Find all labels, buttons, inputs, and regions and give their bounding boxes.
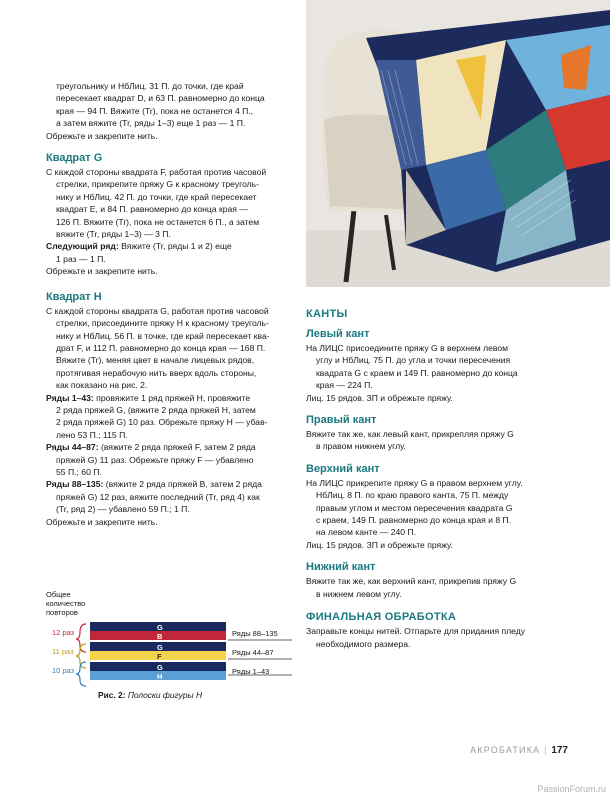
top-edge-line: на левом канте — 240 П. [316, 527, 417, 538]
section-name: АКРОБАТИКА [470, 745, 541, 755]
blanket-photo [306, 0, 610, 287]
top-edge-line: правым углом и местом пересечения квадрата G [316, 502, 513, 513]
r2-line: 55 П.; 60 П. [56, 466, 102, 477]
h-line: как показано на рис. 2. [56, 380, 148, 391]
g-line: С каждой стороны квадрата F, работая против часовой [46, 167, 267, 178]
rows-88-135-label: Ряды 88–135: [46, 479, 104, 490]
intro-line: края — 94 П. Вяжите (Tr), пока не останется 4 П., [56, 105, 254, 116]
top-edge-line: На ЛИЦС прикрепите пряжу G в правом верхнем углу. [306, 477, 523, 488]
left-edge-heading: Левый кант [306, 328, 370, 340]
h-end: Обрежьте и закрепите нить. [46, 516, 158, 527]
r3-line: (Tr, ряд 2) — убавлено 59 П.; 1 П. [56, 504, 190, 515]
stripe-letter: G [157, 623, 163, 632]
left-edge-line: На ЛИЦС присоедините пряжу G в верхнем левом [306, 343, 509, 353]
intro-line: а затем вяжите (Tr, ряды 1–3) еще 1 раз — 1 П. [56, 118, 246, 129]
intro-end: Обрежьте и закрепите нить. [46, 130, 158, 141]
left-edge-end: Лиц. 15 рядов. ЗП и обрежьте пряжу. [306, 392, 453, 403]
g-next-text: Вяжите (Tr, ряды 1 и 2) еще [118, 241, 232, 252]
left-edge-line: квадрата G с краем и 149 П. равномерно до конца [316, 367, 518, 378]
top-edge-heading: Верхний кант [306, 462, 380, 475]
left-edge-line: края — 224 П. [316, 380, 373, 391]
figure-header-line: Общее [46, 590, 71, 599]
stripe-letter: B [157, 632, 163, 641]
top-edge-line: НбЛиц. 8 П. по краю правого канта, 75 П. между [316, 490, 509, 501]
stripe-letter: G [157, 663, 163, 672]
h-line: протягивая нерабочую нить вверх вдоль стороны, [56, 367, 257, 378]
intro-line: треугольнику и НбЛиц. 31 П. до точки, где край [56, 81, 244, 91]
h-line: драт F, и 112 П. равномерно до конца края — 168 П. [56, 342, 266, 353]
page-number: 177 [551, 745, 568, 756]
rows-1-43 [46, 392, 298, 404]
right-column [306, 307, 568, 650]
h-line: С каждой стороны квадрата G, работая против часовой [46, 305, 269, 316]
rows-label: Ряды 88–135 [232, 629, 278, 638]
figure-header-line: количество [46, 599, 86, 608]
square-g-heading: Квадрат G [46, 152, 103, 165]
caption-number: Рис. 2: [98, 690, 126, 700]
stripe-letter: H [157, 672, 163, 681]
bottom-edge-heading: Нижний кант [306, 561, 376, 574]
finishing-line: Заправьте концы нитей. Отпарьте для придания пледу [306, 626, 526, 637]
r1-line: 2 ряда пряжей G, (вяжите 2 ряда пряжей H, затем [56, 404, 256, 415]
bottom-edge-line: Вяжите так же, как верхний кант, прикрепив пряжу G [306, 576, 517, 587]
repeat-label-10: 10 раз [52, 666, 75, 675]
rows-88-135 [46, 478, 298, 490]
intro-line: пересекает квадрат D, и 63 П. равномерно до конца [56, 93, 265, 104]
h-line: Вяжите (Tr), меняя цвет в начале лицевых рядов, [56, 355, 255, 366]
rows-1-43-text: провяжите 1 ряд пряжей H, провяжите [93, 392, 251, 403]
left-edge-line: углу и НбЛиц. 75 П. до угла и точки пересечения [316, 355, 511, 366]
finishing-line: необходимого размера. [316, 638, 411, 649]
top-edge-line: с краем, 149 П. равномерно до конца края и 8 П. [316, 515, 512, 526]
g-line: вяжите (Tr, ряды 1–3) — 3 П. [56, 229, 171, 240]
g-next-row [46, 240, 298, 252]
h-line: нику и НбЛиц. 56 П. в точке, где край пересекает ква- [56, 330, 270, 341]
r1-line: 2 ряда пряжей G) 10 раз. Обрежьте пряжу H — убав- [56, 417, 268, 428]
left-column [46, 80, 298, 528]
stripe-letter: F [157, 652, 162, 661]
repeat-label-11: 11 раз [52, 647, 74, 656]
stripes-chart [76, 618, 226, 688]
page-footer: АКРОБАТИКА | 177 [470, 745, 568, 756]
figure-header [46, 590, 85, 617]
right-edge-line: в правом нижнем углу. [316, 441, 406, 452]
rows-88-135-text: (вяжите 2 ряда пряжей B, затем 2 ряда [103, 479, 262, 490]
rows-1-43-label: Ряды 1–43: [46, 392, 94, 403]
watermark: PassionForum.ru [537, 784, 606, 794]
h-line: стрелки, присоедините пряжу H к красному треуголь- [56, 318, 269, 329]
g-line: квадрат E, и 84 П. равномерно до конца края — [56, 204, 248, 215]
rows-dividers [228, 637, 294, 677]
repeat-label-12: 12 раз [52, 628, 75, 637]
top-edge-end: Лиц. 15 рядов. ЗП и обрежьте пряжу. [306, 539, 453, 550]
g-end: Обрежьте и закрепите нить. [46, 266, 158, 277]
right-edge-line: Вяжите так же, как левый кант, прикрепляя пряжу G [306, 429, 514, 440]
rows-44-87 [46, 441, 298, 453]
g-line: 126 П. Вяжите (Tr), пока не останется 6 П., а затем [56, 216, 260, 227]
g-line: стрелки, прикрепите пряжу G к красному треуголь- [56, 179, 260, 190]
r1-line: лено 53 П.; 115 П. [56, 429, 128, 440]
g-line: нику и НбЛиц. 42 П. до точки, где край пересекает [56, 191, 257, 202]
rows-44-87-text: (вяжите 2 ряда пряжей F, затем 2 ряда [98, 442, 256, 453]
r2-line: пряжей G) 11 раз. Обрежьте пряжу F — убавлено [56, 454, 254, 465]
bottom-edge-line: в нижнем левом углу. [316, 588, 402, 599]
figure-caption [98, 690, 202, 700]
rows-label: Ряды 1–43 [232, 667, 270, 676]
stripe-letter: G [157, 643, 163, 652]
g-next-label: Следующий ряд: [46, 241, 119, 252]
g-next-line2: 1 раз — 1 П. [56, 253, 106, 264]
figure-header-line: повторов [46, 608, 78, 617]
square-h-heading: Квадрат H [46, 290, 102, 303]
right-edge-heading: Правый кант [306, 414, 377, 427]
caption-text: Полоски фигуры H [125, 690, 203, 700]
r3-line: пряжей G) 12 раз, вяжите последний (Tr, ряд 4) как [56, 491, 260, 502]
finishing-heading: ФИНАЛЬНАЯ ОБРАБОТКА [306, 611, 457, 624]
rows-44-87-label: Ряды 44–87: [46, 442, 99, 453]
rows-label: Ряды 44–87 [232, 648, 274, 657]
section-heading-edges: КАНТЫ [306, 308, 348, 320]
